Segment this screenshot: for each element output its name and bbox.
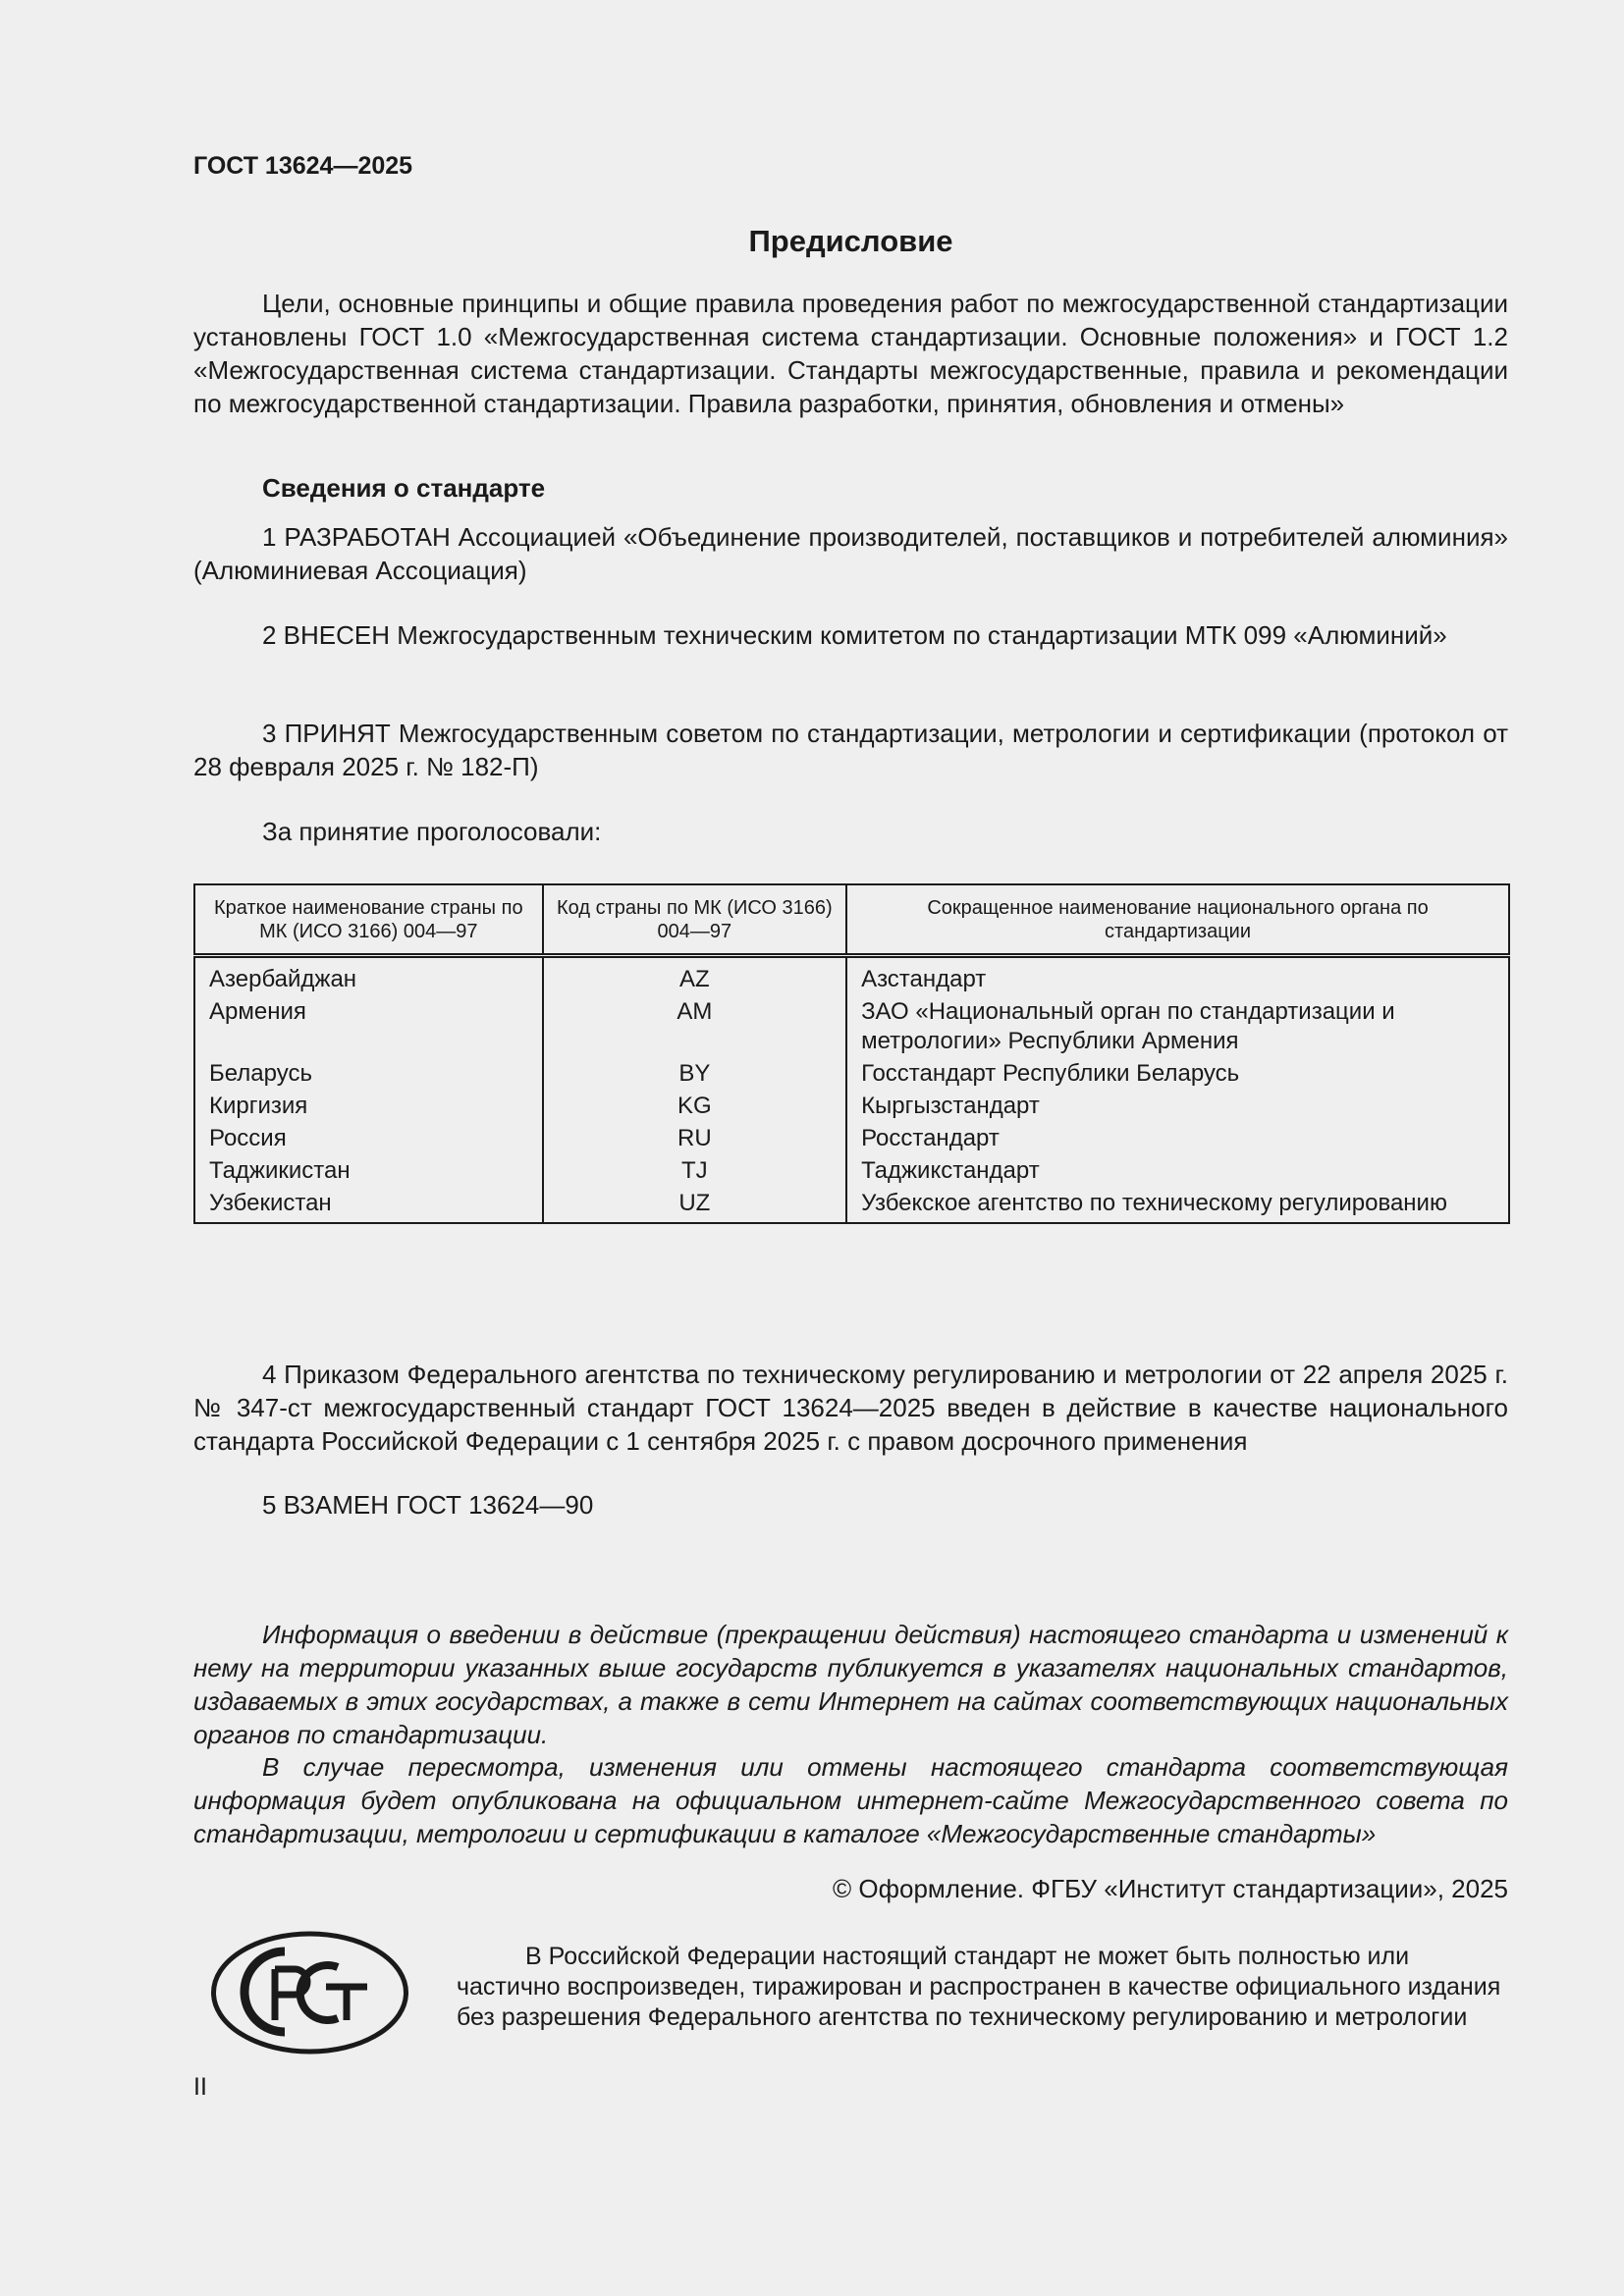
cell-body: ЗАО «Национальный орган по стандартизации и метрологии» Республики Армения — [846, 997, 1509, 1059]
page-number: II — [193, 2073, 207, 2101]
table-row — [194, 997, 1509, 1059]
cell-body: Госстандарт Республики Беларусь — [846, 1059, 1509, 1092]
item-introduced: 2 ВНЕСЕН Межгосударственным техническим комитетом по стандартизации МТК 099 «Алюминий» — [262, 620, 1447, 650]
cell-body: Росстандарт — [846, 1124, 1509, 1156]
cell-country: Азербайджан — [194, 956, 543, 998]
table-row — [194, 1092, 1509, 1124]
item-order: 4 Приказом Федерального агентства по техническому регулированию и метрологии от 22 апреля 2025 г. № 347-ст межгосударственный стандарт ГОСТ 13624—2025 введен в действие в качестве национального стандарта Российской Федерации с 1 сентября 2025 г. с правом досрочного применения — [193, 1360, 1508, 1456]
cell-code: AM — [543, 997, 846, 1059]
copyright-line: © Оформление. ФГБУ «Институт стандартизации», 2025 — [833, 1874, 1508, 1903]
item-developed: 1 РАЗРАБОТАН Ассоциацией «Объединение производителей, поставщиков и потребителей алюминия» (Алюминиевая Ассоциация) — [193, 522, 1508, 585]
cell-code: UZ — [543, 1189, 846, 1223]
cell-body: Таджикстандарт — [846, 1156, 1509, 1189]
table-row — [194, 1124, 1509, 1156]
table-row — [194, 1059, 1509, 1092]
info-note-revision: В случае пересмотра, изменения или отмены настоящего стандарта соответствующая информация будет опубликована на официальном интернет-сайте Межгосударственного совета по стандартизации, метрологии и сертификации в каталоге «Межгосударственные стандарты» — [193, 1752, 1508, 1848]
col-header-body: Сокращенное наименование национального органа по стандартизации — [846, 884, 1509, 956]
voted-label: За принятие проголосовали: — [262, 817, 602, 846]
cell-country: Узбекистан — [194, 1189, 543, 1223]
table-row — [194, 956, 1509, 998]
info-note-introduction: Информация о введении в действие (прекращении действия) настоящего стандарта и изменений к нему на территории указанных выше государств публикуется в указателях национальных стандартов, издаваемых в этих государствах, а также в сети Интернет на сайтах соответствующих национальных органов по стандартизации. — [193, 1620, 1508, 1749]
intro-paragraph: Цели, основные принципы и общие правила проведения работ по межгосударственной стандартизации установлены ГОСТ 1.0 «Межгосударственная система стандартизации. Основные положения» и ГОСТ 1.2 «Межгосударственная система стандартизации. Стандарты межгосударственные, правила и рекомендации по межгосударственной стандартизации. Правила разработки, принятия, обновления и отмены» — [193, 289, 1508, 418]
table-row — [194, 1189, 1509, 1223]
item-replaces: 5 ВЗАМЕН ГОСТ 13624—90 — [262, 1490, 594, 1520]
cell-code: BY — [543, 1059, 846, 1092]
cell-country: Киргизия — [194, 1092, 543, 1124]
cell-code: AZ — [543, 956, 846, 998]
page-title: Предисловие — [748, 224, 953, 258]
cell-country: Беларусь — [194, 1059, 543, 1092]
cell-code: KG — [543, 1092, 846, 1124]
rf-reproduction-notice: В Российской Федерации настоящий стандарт не может быть полностью или частично воспроизведен, тиражирован и распространен в качестве официального издания без разрешения Федерального агентства по техническому регулированию и метрологии — [457, 1943, 1501, 2031]
gost-r-certification-logo-icon — [210, 1930, 409, 2056]
cell-country: Таджикистан — [194, 1156, 543, 1189]
cell-country: Армения — [194, 997, 543, 1059]
cell-country: Россия — [194, 1124, 543, 1156]
info-heading: Сведения о стандарте — [262, 473, 546, 503]
table-header-row — [194, 884, 1509, 956]
col-header-code: Код страны по МК (ИСО 3166) 004—97 — [543, 884, 846, 956]
cell-body: Кыргызстандарт — [846, 1092, 1509, 1124]
cell-body: Азстандарт — [846, 956, 1509, 998]
cell-code: RU — [543, 1124, 846, 1156]
document-header: ГОСТ 13624—2025 — [193, 152, 413, 180]
table-row — [194, 1156, 1509, 1189]
document-page — [193, 0, 1508, 2296]
cell-body: Узбекское агентство по техническому регулированию — [846, 1189, 1509, 1223]
voting-table — [193, 883, 1510, 1224]
col-header-country: Краткое наименование страны по МК (ИСО 3166) 004—97 — [194, 884, 543, 956]
item-adopted: 3 ПРИНЯТ Межгосударственным советом по стандартизации, метрологии и сертификации (протокол от 28 февраля 2025 г. № 182-П) — [193, 719, 1508, 781]
cell-code: TJ — [543, 1156, 846, 1189]
